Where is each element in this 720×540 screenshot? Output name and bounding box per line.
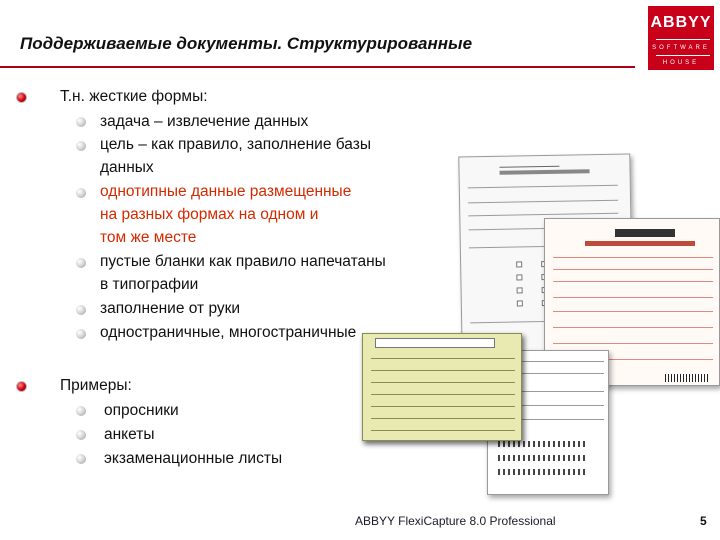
- grey-sphere-bullet-icon: [76, 406, 86, 416]
- abbyy-logo: [648, 6, 714, 70]
- logo-wordmark: ABBYY: [650, 14, 712, 31]
- logo-line-house: HOUSE: [662, 60, 700, 66]
- footer-product-name: ABBYY FlexiCapture 8.0 Professional: [355, 514, 556, 528]
- grey-sphere-bullet-icon: [76, 329, 86, 339]
- red-sphere-bullet-icon: [16, 381, 27, 392]
- section1-item-1: задача – извлечение данных: [100, 113, 309, 130]
- section1-item-3: однотипные данные размещенные на разных формах на одном и том же месте: [100, 183, 352, 246]
- section2-item-2: анкеты: [104, 426, 155, 443]
- logo-divider: [656, 39, 710, 40]
- grey-sphere-bullet-icon: [76, 454, 86, 464]
- section2-item-1: опросники: [104, 402, 179, 419]
- grey-sphere-bullet-icon: [76, 141, 86, 151]
- logo-divider: [656, 55, 710, 56]
- section1-item-5: заполнение от руки: [100, 300, 241, 317]
- logo-line-software: SOFTWARE: [652, 45, 710, 51]
- red-sphere-bullet-icon: [16, 92, 27, 103]
- form-image-questionnaire-front: [362, 333, 522, 441]
- section1-item-2: цель – как правило, заполнение базы данных: [100, 136, 371, 176]
- grey-sphere-bullet-icon: [76, 258, 86, 268]
- title-underline: [0, 66, 635, 68]
- grey-sphere-bullet-icon: [76, 305, 86, 315]
- page-number: 5: [700, 514, 707, 528]
- section1-item-6: одностраничные, многостраничные: [100, 324, 357, 341]
- section1-item-4: пустые бланки как правило напечатаны в типографии: [100, 253, 386, 293]
- section2-heading: Примеры:: [60, 377, 132, 394]
- slide-title: Поддерживаемые документы. Структурированные: [20, 34, 473, 53]
- section2-item-3: экзаменационные листы: [104, 450, 283, 467]
- grey-sphere-bullet-icon: [76, 430, 86, 440]
- grey-sphere-bullet-icon: [76, 117, 86, 127]
- section1-heading: Т.н. жесткие формы:: [60, 88, 208, 105]
- grey-sphere-bullet-icon: [76, 188, 86, 198]
